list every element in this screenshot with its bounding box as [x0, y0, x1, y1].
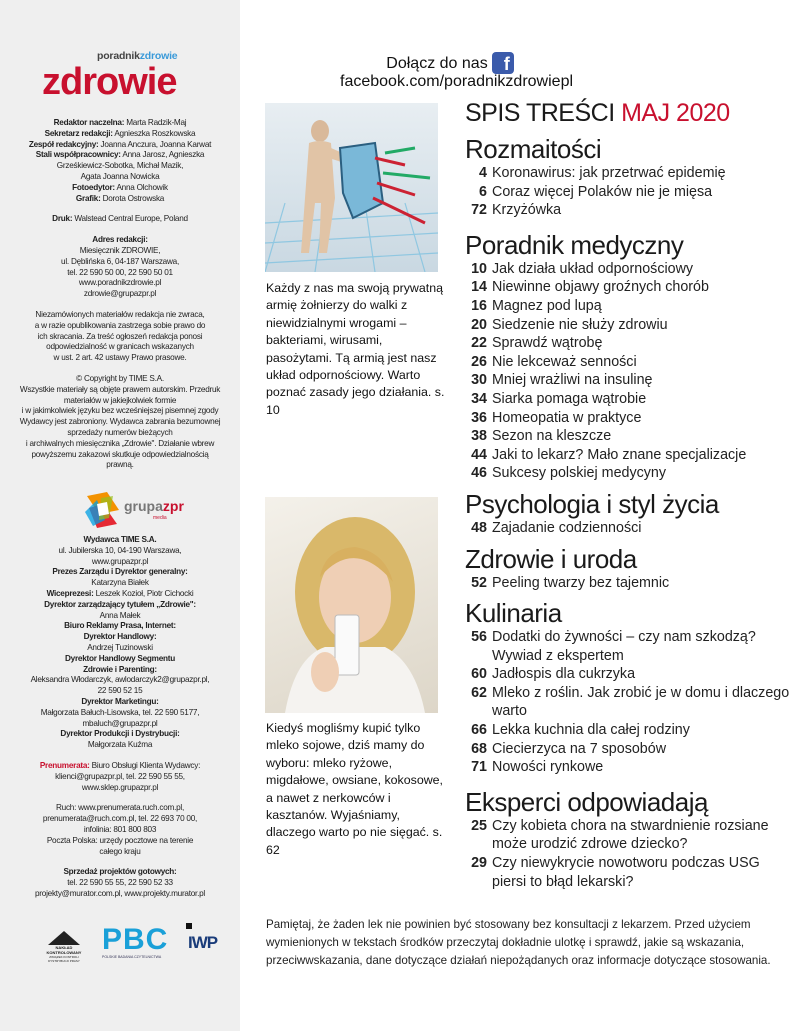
logo-grupa: grupa [124, 498, 163, 514]
article-title: Sezon na kleszcze [492, 428, 612, 445]
credit-label: Redaktor naczelna: [53, 118, 125, 127]
toc-entry[interactable] [465, 758, 795, 777]
credit-line [4, 214, 236, 225]
credit-value: mbaluch@grupazpr.pl [82, 718, 158, 728]
credit-value: Wydawcy jest zabroniony. Wydawca zabrania bezumownej [19, 417, 221, 427]
credit-value: www.poradnikzdrowie.pl [78, 278, 162, 288]
credit-line [4, 129, 236, 140]
credit-value: 22 590 52 15 [97, 686, 143, 696]
credit-value: prawną. [106, 460, 134, 470]
page-number: 34 [471, 390, 487, 407]
toc-entry[interactable] [465, 721, 795, 740]
credit-value: Leszek Kozioł, Piotr Cichocki [93, 588, 194, 598]
toc-entry[interactable] [465, 201, 795, 220]
credit-line [4, 772, 236, 783]
credit-value: Małgorzata Bałuch-Lisowska, tel. 22 590 5177, [40, 707, 200, 717]
credit-line [4, 150, 236, 161]
article-title: Krzyżówka [492, 202, 562, 219]
page-number: 44 [471, 446, 487, 463]
credit-line [4, 417, 236, 428]
credit-value: a w razie opublikowania zastrzega sobie prawo do [34, 320, 206, 330]
credit-line [4, 567, 236, 578]
credit-value: Wszystkie materiały są objęte prawem autorskim. Przedruk [19, 384, 221, 394]
article-title: Jaki to lekarz? Mało znane specjalizacje [492, 446, 747, 463]
credit-value: Agata Joanna Nowicka [80, 171, 160, 181]
credit-label: Grafik: [75, 193, 101, 203]
credit-line [4, 761, 236, 772]
spacer [4, 364, 236, 374]
spacer [4, 793, 236, 803]
article-title: Zajadanie codzienności [492, 519, 642, 536]
article-title: Jak działa układ odpornościowy [492, 260, 694, 277]
toc-section-heading: Poradnik medyczny [465, 229, 684, 260]
article-title: Nie lekceważ senności [492, 353, 637, 370]
credit-line [4, 878, 236, 889]
credit-line [4, 825, 236, 836]
article-title: Sukcesy polskiej medycyny [492, 465, 667, 482]
credit-label: Biuro Reklamy Prasa, Internet: [64, 621, 176, 631]
page-number: 10 [471, 260, 487, 277]
toc-entry[interactable] [465, 574, 795, 593]
toc-entry[interactable] [465, 353, 795, 372]
credit-line [4, 600, 236, 611]
credit-value: www.grupazpr.pl [91, 556, 149, 566]
table-of-contents [465, 98, 795, 891]
publisher-credits [4, 535, 236, 900]
iwp-text: IWP [188, 933, 218, 952]
article-title: Niewinne objawy groźnych chorób [492, 279, 709, 296]
credit-value: Joanna Anczura, Joanna Karwat [98, 139, 212, 149]
credit-value: w ust. 2 art. 42 ustawy Prawo prasowe. [53, 353, 187, 363]
logo-media: media [153, 515, 167, 521]
issue-date: MAJ 2020 [621, 99, 730, 127]
credit-value: całego kraju [99, 846, 141, 856]
page-number: 52 [471, 574, 487, 591]
toc-entry[interactable] [465, 446, 795, 465]
article-title: Sprawdź wątrobę [492, 335, 603, 352]
toc-entry[interactable] [465, 464, 795, 483]
caption-immune-system: Każdy z nas ma swoją prywatną armię żołnierzy do walki z niewidzialnymi wrogami – bakteriami, wirusami, pasożytami. Tą armią jest nasz układ odpornościowy. Warto poznać zasady jego działania. s. 10 [266, 281, 445, 417]
credit-line [4, 719, 236, 730]
credit-line [4, 729, 236, 740]
page-number: 60 [471, 666, 487, 683]
zkdp-text: NAKŁAD KONTROLOWANY [46, 945, 82, 955]
page-number: 16 [471, 297, 487, 314]
credit-line [4, 675, 236, 686]
credit-value: klienci@grupazpr.pl, tel. 22 590 55 55, [55, 771, 185, 781]
toc-entry[interactable] [465, 260, 795, 279]
logo-big: zdrowie [42, 61, 177, 103]
toc-entry[interactable] [465, 665, 795, 684]
spacer [4, 300, 236, 310]
logo-small-a: poradnik [97, 50, 140, 62]
credit-label: Sekretarz redakcji: [44, 128, 113, 138]
credit-line [4, 847, 236, 858]
credit-line [4, 374, 236, 385]
credit-label: Druk: [52, 214, 73, 224]
article-title: Mleko z roślin. Jak zrobić je w domu i dlaczego warto [492, 684, 790, 720]
credits-column [0, 0, 240, 1031]
page-number: 25 [471, 817, 487, 834]
credit-label: Wydawca TIME S.A. [83, 535, 157, 544]
article-title: Czy niewykrycie nowotworu podczas USG piersi to błąd lekarski? [492, 855, 760, 890]
credit-line [4, 783, 236, 794]
toc-section-heading: Rozmaitości [465, 134, 602, 164]
pbc-subtext: POLSKIE BADANIA CZYTELNICTWA [102, 955, 162, 959]
credit-line [4, 332, 236, 343]
bottom-logos [40, 925, 230, 965]
credit-line [4, 708, 236, 719]
credit-value: Poczta Polska: urzędy pocztowe na terenie [46, 835, 194, 845]
credit-line [4, 140, 236, 151]
toc-entry[interactable] [465, 278, 795, 297]
credit-label: Dyrektor Handlowy: [83, 632, 157, 642]
credit-line [4, 118, 236, 129]
article-title: Ciecierzyca na 7 sposobów [492, 740, 667, 757]
logo-small-b: zdrowie [139, 50, 178, 62]
credit-line [4, 632, 236, 643]
credit-line [4, 396, 236, 407]
page-number: 56 [471, 629, 487, 646]
credit-line [4, 428, 236, 439]
credit-label: Zespół redakcyjny: [28, 139, 99, 149]
credit-label: Dyrektor Produkcji i Dystrybucji: [60, 729, 180, 739]
credit-label: Adres redakcji: [92, 235, 148, 245]
editorial-credits [4, 118, 236, 471]
page-number: 22 [471, 335, 487, 352]
toc-section-heading: Eksperci odpowiadają [465, 786, 708, 817]
credit-value: Niezamówionych materiałów redakcja nie zwraca, [35, 309, 205, 319]
spacer [4, 751, 236, 761]
credit-line [4, 246, 236, 257]
immune-system-illustration [265, 103, 438, 272]
article-title: Peeling twarzy bez tajemnic [492, 574, 670, 591]
article-title: Nowości rynkowe [492, 759, 604, 776]
credit-line [4, 867, 236, 878]
credit-value: i archiwalnych miesięcznika „Zdrowie". Działanie wbrew [25, 438, 215, 448]
credit-value: Anna Olchowik [114, 182, 168, 192]
zdrowie-logo [42, 48, 222, 102]
toc-entry[interactable] [465, 316, 795, 335]
credit-line [4, 740, 236, 751]
article-title: Czy kobieta chora na stwardnienie rozsiane może urodzić zdrowe dziecko? [492, 817, 769, 853]
page-number: 36 [471, 409, 487, 426]
credit-line [4, 803, 236, 814]
credit-value: sprzedaży numerów bieżących [67, 427, 173, 437]
credit-line [4, 161, 236, 172]
credit-line [4, 194, 236, 205]
credit-value: Katarzyna Białek [91, 578, 149, 588]
credit-line [4, 406, 236, 417]
credit-value: powyższemu zakazowi skutkuje odpowiedzialnością [31, 449, 209, 459]
credit-line [4, 654, 236, 665]
credit-line [4, 546, 236, 557]
credit-value: ich skracania. Za treść ogłoszeń redakcja ponosi [37, 331, 203, 341]
toc-entry[interactable] [465, 854, 795, 891]
credit-label: Dyrektor zarządzający tytułem „Zdrowie": [44, 599, 196, 609]
zkdp-subtext: ZWIĄZEK KONTROLI DYSTRYBUCJI PRASY [48, 955, 80, 963]
page-number: 14 [471, 279, 487, 296]
credit-value: www.sklep.grupazpr.pl [81, 782, 159, 792]
credit-line [4, 257, 236, 268]
toc-title-text: SPIS TREŚCI [465, 99, 615, 127]
credit-line [4, 589, 236, 600]
article-title: Koronawirus: jak przetrwać epidemię [492, 165, 726, 181]
page-number: 4 [479, 165, 487, 181]
credit-value: Dorota Ostrowska [100, 193, 165, 203]
toc-entry[interactable] [465, 371, 795, 390]
article-title: Dodatki do żywności – czy nam szkodzą? Wywiad z ekspertem [492, 629, 756, 664]
article-title: Siarka pomaga wątrobie [492, 390, 647, 407]
credit-value: tel. 22 590 50 00, 22 590 50 01 [67, 267, 173, 277]
credit-line [4, 686, 236, 697]
credit-value: zdrowie@grupazpr.pl [83, 289, 157, 299]
page-number: 62 [471, 684, 487, 701]
toc-section-heading: Psychologia i styl życia [465, 488, 719, 519]
toc-entry[interactable] [465, 817, 795, 854]
toc-entry[interactable] [465, 409, 795, 428]
credit-value: © Copyright by TIME S.A. [76, 373, 164, 383]
credit-line [4, 439, 236, 450]
credit-line [4, 172, 236, 183]
page-number: 71 [471, 759, 487, 776]
toc-entry[interactable] [465, 183, 795, 202]
credit-line [4, 278, 236, 289]
credit-label: Prezes Zarządu i Dyrektor generalny: [52, 567, 188, 577]
credit-line [4, 183, 236, 194]
credit-label: Sprzedaż projektów gotowych: [63, 867, 177, 877]
toc-entry[interactable] [465, 684, 795, 721]
pbc-text: PBC [102, 923, 169, 956]
page-number: 72 [471, 202, 487, 219]
page-number: 26 [471, 353, 487, 370]
article-title: Coraz więcej Polaków nie je mięsa [492, 183, 713, 200]
credit-value: odpowiedzialność w granicach wskazanych [46, 342, 194, 352]
credit-value: Aleksandra Włodarczyk, awlodarczyk2@grupazpr.pl, [30, 675, 210, 685]
spacer [4, 857, 236, 867]
credit-line [4, 697, 236, 708]
article-title: Jadłospis dla cukrzyka [492, 666, 636, 683]
credit-value: Anna Jarosz, Agnieszka [120, 150, 205, 160]
credit-line [4, 342, 236, 353]
page-number: 66 [471, 722, 487, 739]
credit-value: Andrzej Tuzinowski [87, 642, 153, 652]
credit-label: Fotoedytor: [72, 182, 115, 192]
credit-value: Anna Małek [99, 610, 141, 620]
toc-section-heading: Kulinaria [465, 598, 562, 629]
toc-entry[interactable] [465, 740, 795, 759]
page-number: 38 [471, 428, 487, 445]
grupazpr-logo [83, 490, 184, 530]
credit-line [4, 289, 236, 300]
grupazpr-mark-icon [83, 490, 123, 530]
credit-label: Wiceprezesi: [46, 588, 94, 598]
credit-line [4, 385, 236, 396]
toc-entry[interactable] [465, 519, 795, 538]
facebook-url[interactable]: facebook.com/poradnikzdrowiepl [340, 73, 574, 90]
spacer [4, 204, 236, 214]
credit-value: Biuro Obsługi Klienta Wydawcy: [89, 760, 201, 770]
credit-line [4, 535, 236, 546]
toc-entry[interactable] [465, 297, 795, 316]
toc-entry[interactable] [465, 427, 795, 446]
credit-value: Marta Radzik-Maj [124, 118, 187, 127]
credit-value: prenumerata@ruch.com.pl, tel. 22 693 70 00, [42, 814, 198, 824]
credit-value: Ruch: www.prenumerata.ruch.com.pl, [55, 803, 184, 813]
credit-value: Agnieszka Roszkowska [112, 128, 196, 138]
credit-value: ul. Jubilerska 10, 04-190 Warszawa, [58, 545, 182, 555]
credit-line [4, 889, 236, 900]
credit-label: Prenumerata: [39, 760, 90, 770]
article-title: Mniej wrażliwi na insulinę [492, 372, 653, 389]
page-number: 68 [471, 740, 487, 757]
logo-zpr: zpr [162, 498, 184, 514]
credit-value: tel. 22 590 55 55, 22 590 52 33 [67, 878, 173, 888]
credit-line [4, 310, 236, 321]
toc-entry[interactable] [465, 628, 795, 665]
credit-value: Walstead Central Europe, Poland [72, 214, 188, 224]
toc-section-heading: Zdrowie i uroda [465, 543, 637, 574]
credit-line [4, 578, 236, 589]
credit-label: Stali współpracownicy: [35, 150, 121, 160]
credit-line [4, 353, 236, 364]
credit-line [4, 235, 236, 246]
facebook-promo[interactable] [340, 52, 574, 90]
credit-value: materiałów w jakiejkolwiek formie [63, 395, 177, 405]
page-number: 46 [471, 465, 487, 482]
credit-line [4, 611, 236, 622]
page-number: 48 [471, 519, 487, 536]
credit-value: i w jakimkolwiek języku bez wcześniejszej pisemnej zgody [21, 406, 219, 416]
credit-value: Grześkiewicz-Sobotka, Michał Mazik, [56, 161, 184, 171]
facebook-icon[interactable]: f [492, 52, 514, 74]
toc-entry[interactable] [465, 164, 795, 183]
toc-title [465, 98, 795, 128]
credit-line [4, 814, 236, 825]
page-number: 30 [471, 372, 487, 389]
article-title: Siedzenie nie służy zdrowiu [492, 316, 668, 333]
article-title: Homeopatia w praktyce [492, 409, 642, 426]
iwp-logo [186, 923, 226, 963]
medical-disclaimer: Pamiętaj, że żaden lek nie powinien być stosowany bez konsultacji z lekarzem. Przed użyciem wymienionych w tekstach środków przeczytaj dokładnie ulotkę i sprawdź, jakie są wskazania, przeciwwskazania, dane dotyczące działań niepożądanych oraz informacje dotyczące stosowania. [266, 918, 771, 967]
credit-label: Dyrektor Marketingu: [81, 696, 159, 706]
toc-entry[interactable] [465, 390, 795, 409]
article-title: Lekka kuchnia dla całej rodziny [492, 722, 690, 739]
credit-value: Miesięcznik ZDROWIE, [79, 245, 161, 255]
page-number: 20 [471, 316, 487, 333]
zkdp-logo [40, 931, 88, 963]
credit-line [4, 450, 236, 461]
credit-value: ul. Dęblińska 6, 04-187 Warszawa, [61, 256, 179, 266]
page-number: 29 [471, 855, 487, 872]
credit-line [4, 621, 236, 632]
credit-label: Zdrowie i Parenting: [83, 664, 157, 674]
credit-line [4, 643, 236, 654]
facebook-join-text: Dołącz do nas [386, 55, 488, 72]
woman-drinking-milk-photo [265, 497, 438, 713]
credit-value: infolinia: 801 800 803 [83, 824, 157, 834]
spacer [4, 225, 236, 235]
article-title: Magnez pod lupą [492, 297, 602, 314]
credit-line [4, 460, 236, 471]
credit-line [4, 557, 236, 568]
credit-value: Małgorzata Kuźma [87, 740, 153, 750]
caption-plant-milk: Kiedyś mogliśmy kupić tylko mleko sojowe, dziś mamy do wyboru: mleko ryżowe, migdałowe, owsiane, kokosowe, a nawet z nerkowców i kasztanów. Wyjaśniamy, dlaczego warto po nie sięgać. s. 62 [266, 721, 444, 857]
credit-value: projekty@murator.com.pl, www.projekty.murator.pl [35, 888, 205, 898]
credit-line [4, 665, 236, 676]
credit-line [4, 268, 236, 279]
credit-label: Dyrektor Handlowy Segmentu [65, 653, 175, 663]
credit-line [4, 836, 236, 847]
credit-line [4, 321, 236, 332]
pbc-logo [102, 925, 168, 960]
toc-entry[interactable] [465, 334, 795, 353]
page-number: 6 [479, 183, 487, 200]
